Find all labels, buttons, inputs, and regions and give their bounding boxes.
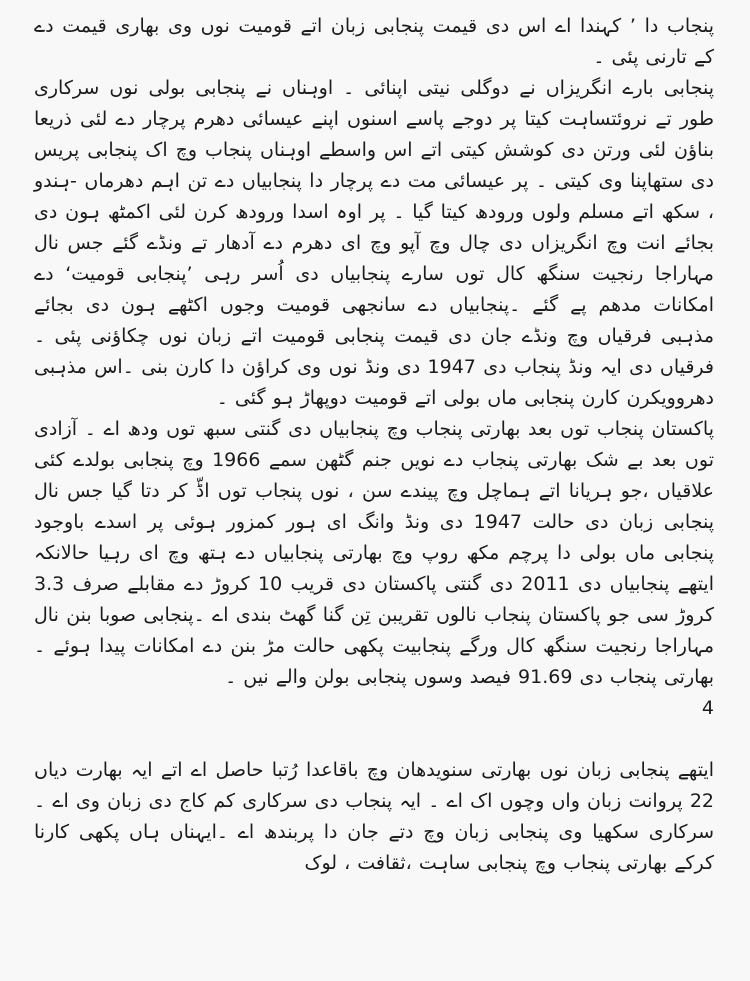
- paragraph-indian-punjab-census: پاکستان پنجاب توں بعد بھارتی پنجاب وچ پنجابیاں دی گنتی سبھ توں ودھ اے ۔ آزادی توں بعد بے شک بھارتی پنجاب دے نویں جنم گٹھن سمے 1966 وچ پنجابی بولدے کئی علاقیاں ،جو ہریانا اتے ہماچل وچ پیندے سن ، نوں پنجاب توں اڈّ کر دتا گیا جس نال پنجابی زبان دی حالت 1947 دی ونڈ وانگ ای ہور کمزور ہوئی پر اسدے باوجود پنجابی ماں بولی دا پرچم مکھ روپ وچ بھارتی پنجابیاں دے ہتھ وچ ای رہیا حالانکہ ایتھے پنجابیاں دی 2011 دی گنتی پاکستان دی قریب 10 کروڑ دے مقابلے صرف 3.3 کروڑ سی جو پاکستان پنجاب نالوں تقریبن تِن گنا گھٹ بندی اے ۔پنجابی صوبا بنن نال مہاراجا رنجیت سنگھ کال ورگے پنجابیت پکھی حالت مڑ بنن دے امکانات پیدا ہوئے ۔ بھارتی پنجاب دی 91.69 فیصد وسوں پنجابی بولن والے نیں ۔: [34, 418, 714, 688]
- paragraph-constitutional-status: ایتھے پنجابی زبان نوں بھارتی سنویدھان وچ باقاعدا رُتبا حاصل اے اتے ایہ بھارت دیاں 22 پروانت زبان واں وچوں اک اے ۔ ایہ پنجاب دی سرکاری کم کاج دی زبان وی اے ۔ سرکاری سکھیا وی پنجابی زبان وچ دتے جان دا پربندھ اے ۔ایہناں ہاں پکھی کارنا کرکے بھارتی پنجاب وچ پنجابی ساہت ،ثقافت ، لوک: [34, 759, 714, 874]
- paragraph-quote-cost: پنجاب دا ’ کہندا اے اس دی قیمت پنجابی زبان اتے قومیت نوں وی بھاری قیمت دے کے تارنی پئی ۔: [34, 15, 714, 68]
- paragraph-british-policy: پنجابی بارے انگریزاں نے دوگلی نیتی اپنائی ۔ اوہناں نے پنجابی بولی نوں سرکاری طور تے نروئتساہت کیتا پر دوجے پاسے اسنوں اپنے عیسائی دھرم پرچار دے لئی ذریعا بناؤن لئی ورتن دی کوشش کیتی اتے اس واسطے اوہناں پنجاب وچ اک پنجابی پریس دی ستھاپنا وی کیتی ۔ پر عیسائی مت دے پرچار دا پنجابیاں دے تن اہم دھرماں -ہندو ، سکھ اتے مسلم ولوں ورودھ کیتا گیا ۔ پر اوہ اسدا ورودھ کرن لئی اکمٹھ ہون دی بجائے انت وچ انگریزاں دی چال وچ آپو وچ ای دھرم دے آدھار تے ونڈے گئے جس نال مہاراجا رنجیت سنگھ کال توں سارے پنجابیاں دی اُسر رہی ’پنجابی قومیت‘ دے امکانات مدھم پے گئے ۔پنجابیاں دے سانجھی قومیت وجوں اکٹھے ہون دی بجائے مذہبی فرقیاں وچ ونڈے جان دی قیمت پنجابی قومیت اتے زبان نوں چکاؤنی پئی ۔ فرقیاں دی ایہ ونڈ پنجاب دی 1947 دی ونڈ نوں وی کراؤن دا کارن بنی ۔اس مذہبی دھروویکرن کارن پنجابی ماں بولی اتے قومیت دوپھاڑ ہو گئی ۔: [34, 77, 714, 409]
- footnote-marker: 4: [701, 697, 714, 719]
- blank-line-spacer: [34, 724, 714, 755]
